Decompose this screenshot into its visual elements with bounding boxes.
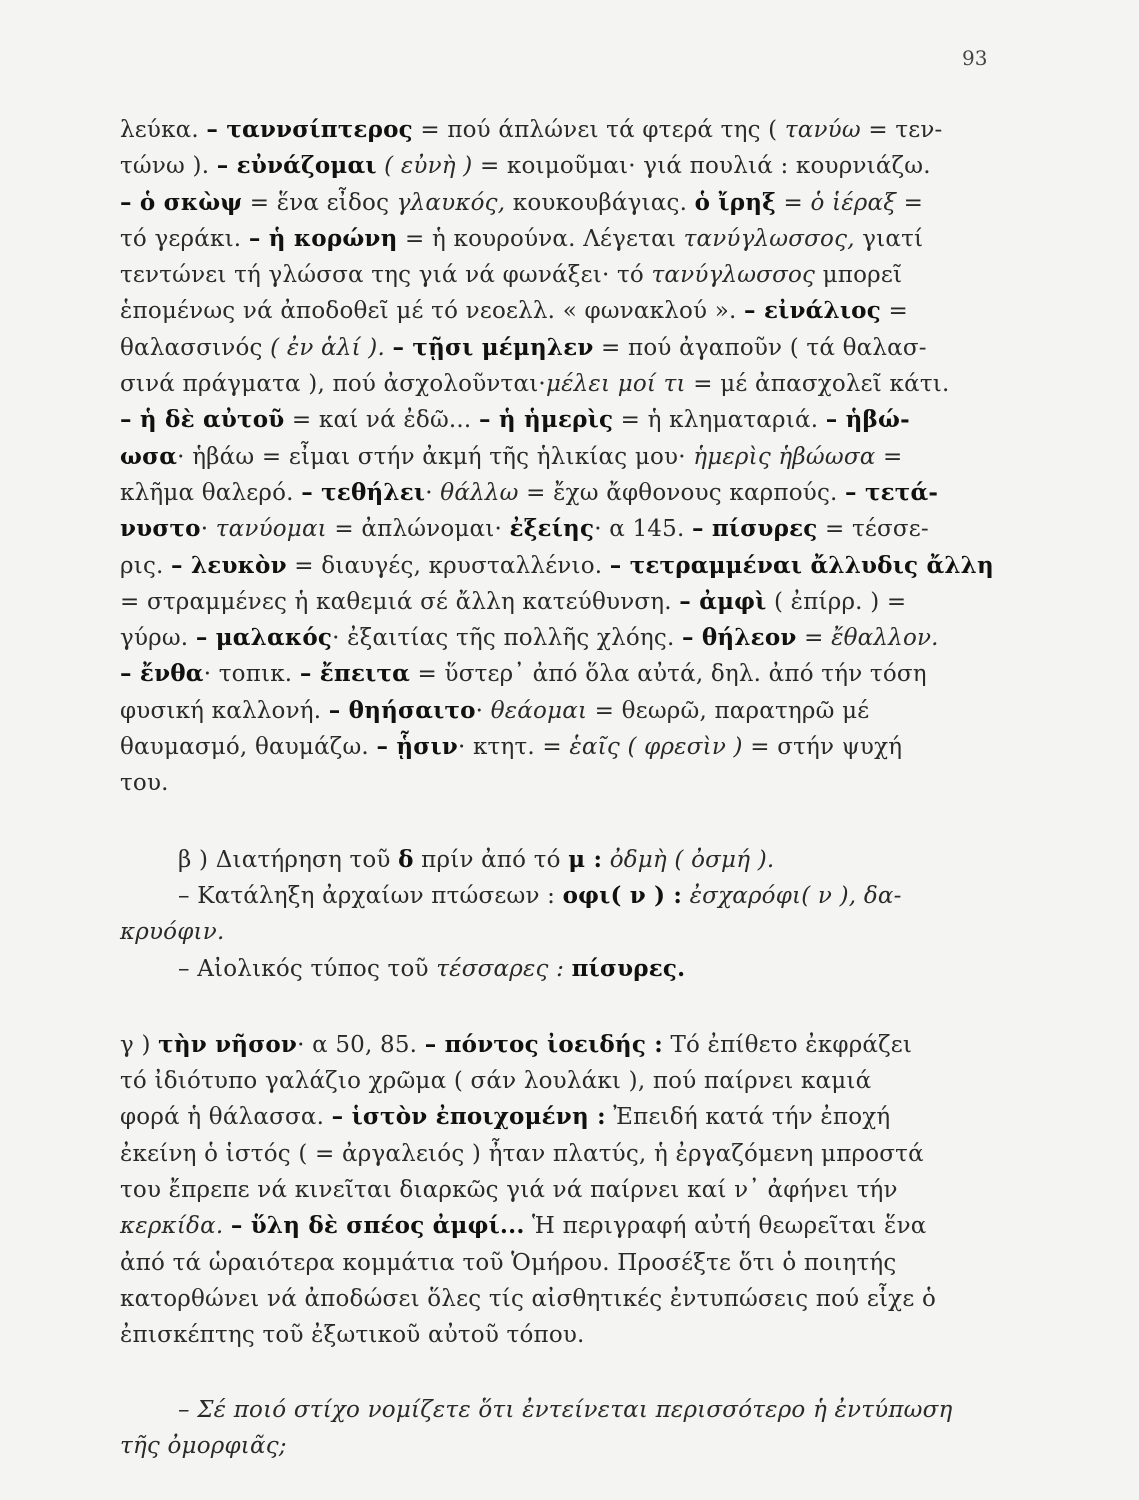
text-run: πρίν ἀπό τό (413, 846, 569, 873)
text-run: φορά ἡ θάλασσα. (120, 1104, 332, 1131)
bold-term: – ὕλη δὲ σπέος ἀμφί... (230, 1212, 525, 1240)
bold-term: ἐξείης (509, 515, 595, 543)
italic-text: ( εὐνὴ ) (376, 153, 480, 180)
bold-term: – εἰνάλιος (744, 297, 881, 325)
text-run: = στήν ψυχή (742, 734, 903, 761)
text-run: = (775, 189, 811, 216)
text-line (120, 951, 990, 987)
section-b-paragraph (120, 842, 990, 987)
italic-text: θεάομαι (490, 697, 588, 724)
text-run: · (200, 516, 216, 543)
text-line (120, 475, 990, 511)
bold-term: – τεθήλει (301, 478, 426, 506)
italic-text: τῆς ὀμορφιᾶς; (120, 1432, 287, 1459)
text-run: θαλασσινός (120, 334, 271, 361)
text-line (120, 548, 994, 584)
text-run: = διαυγές, κρυσταλλένιο. (286, 552, 610, 579)
text-run: = (896, 189, 924, 216)
text-run: = ὕστερ᾽ ἀπό ὅλα αὐτά, δηλ. ἀπό τήν τόση (410, 661, 927, 688)
text-run: · τοπικ. (203, 661, 300, 688)
text-line (120, 693, 990, 729)
text-line (120, 765, 990, 801)
text-line (120, 1172, 990, 1208)
bold-term: – ἡ ἡμερὶς (478, 406, 614, 434)
bold-term: – λευκὸν (171, 551, 287, 579)
text-run: γύρω. (120, 625, 196, 652)
bold-term: πίσυρες. (571, 954, 686, 982)
text-run: = τέσσε- (817, 516, 929, 543)
bold-term: – πόντος ἰοειδής : (424, 1030, 663, 1058)
text-run: κατορθώνει νά ἀποδώσει ὅλες τίς αἰσθητικές ἐντυπώσεις πού εἶχε ὁ (120, 1285, 936, 1312)
text-run (564, 956, 572, 982)
glossary-paragraph (120, 112, 994, 802)
text-line (120, 1317, 990, 1353)
text-line (120, 148, 990, 184)
bold-term: – εὐνάζομαι (216, 152, 377, 180)
text-run: ἑπομένως νά ἀποδοθεῖ μέ τό νεοελλ. « φωνακλού ». (120, 298, 745, 325)
text-run: = ἔχω ἄφθονους καρπούς. (518, 479, 846, 506)
text-run: = πού ἀγαποῦν ( τά θαλασ- (593, 334, 927, 361)
text-run: ἐκείνη ὁ ἱστός ( = ἀργαλειός ) ἦταν πλατύς, ἡ ἐργαζόμενη μπροστά (120, 1140, 924, 1167)
text-line (120, 1281, 990, 1317)
text-run: Ἡ περιγραφή αὐτή θεωρεῖται ἕνα (524, 1213, 927, 1240)
bold-term: – ἔνθα (120, 660, 204, 688)
bold-term: – τῇσι μέμηλεν (392, 333, 594, 361)
bold-term: – ταννσίπτερος (206, 116, 413, 143)
text-line (120, 402, 990, 438)
text-line (120, 366, 990, 402)
text-line (120, 439, 990, 475)
text-run: · ἐξαιτίας τῆς πολλῆς χλόης. (332, 625, 682, 652)
text-line (120, 1392, 990, 1428)
text-line (120, 330, 990, 366)
text-run: σινά πράγματα ), πού ἀσχολοῦνται· (120, 371, 546, 398)
text-run: Τό ἐπίθετο ἐκφράζει (662, 1031, 913, 1058)
text-run: · κτητ. = (457, 734, 570, 761)
question-paragraph (120, 1392, 990, 1465)
italic-text: ἑαῖς ( φρεσὶν ) (569, 734, 743, 761)
text-line (120, 1245, 990, 1281)
text-run: = ἕνα εἶδος (242, 189, 397, 216)
text-run: του. (120, 770, 169, 797)
bold-term: μ : (568, 845, 603, 873)
text-line (120, 221, 990, 257)
text-line (120, 842, 990, 878)
italic-text: γλαυκός, (396, 189, 506, 216)
italic-text: ( ἐν ἁλί ). (270, 334, 385, 361)
italic-text: – Σέ ποιό στίχο νομίζετε ὅτι ἐντείνεται περισσότερο ἡ ἐντύπωση (178, 1396, 953, 1423)
italic-text: τανύω (784, 117, 861, 143)
text-run: – Αἰολικός τύπος τοῦ (178, 955, 437, 982)
text-line (120, 1136, 990, 1172)
bold-term: δ (398, 845, 414, 873)
bold-term: ωσα (120, 442, 178, 470)
bold-term: – μαλακός (195, 624, 333, 652)
text-run: · (425, 479, 441, 506)
text-run: τό γεράκι. (120, 225, 249, 252)
text-line (120, 656, 990, 692)
text-run: λεύκα. (120, 117, 207, 143)
text-run (602, 847, 610, 873)
text-run: θαυμασμό, θαυμάζω. (120, 734, 377, 761)
italic-text: κρυόφιν. (120, 919, 225, 946)
italic-text: ἐσχαρόφι( ν ), δα- (689, 882, 902, 909)
text-line (120, 1428, 990, 1464)
text-block (120, 112, 994, 1464)
text-run: = μέ ἀπασχολεῖ κάτι. (685, 371, 950, 398)
text-run: = θεωρῶ, παρατηρῶ μέ (587, 697, 870, 724)
bold-term: – ᾗσιν (376, 733, 458, 761)
text-line (120, 1027, 990, 1063)
text-line (120, 185, 990, 221)
italic-text: τανύγλωσσος (651, 262, 816, 289)
text-run: = (880, 298, 908, 325)
text-run: = ἡ κουρούνα. Λέγεται (397, 225, 684, 252)
italic-text: ἡμερὶς ἡβώωσα (693, 443, 876, 470)
text-line (120, 620, 990, 656)
text-run: κλῆμα θαλερό. (120, 479, 302, 506)
bold-term: – θήλεον (681, 624, 797, 652)
text-line (120, 1099, 990, 1135)
text-run: β ) Διατήρηση τοῦ (178, 846, 399, 873)
text-run: = ἀπλώνομαι· (326, 516, 510, 543)
bold-term: – ἀμφὶ (679, 587, 767, 615)
text-run: τεντώνει τή γλώσσα της γιά νά φωνάξει· τό (120, 262, 652, 289)
text-run: ρις. (120, 552, 172, 579)
italic-text: τανύομαι (215, 516, 327, 543)
text-run: · (475, 697, 491, 724)
text-run: του ἔπρεπε νά κινεῖται διαρκῶς γιά νά παίρνει καί ν᾽ ἀφήνει τήν (120, 1177, 898, 1204)
bold-term: – ἔπειτα (299, 660, 411, 688)
text-line (120, 293, 990, 329)
text-run: = ἡ κληματαριά. (613, 407, 826, 434)
bold-term: – ἡβώ- (825, 406, 910, 434)
text-run: ἐπισκέπτης τοῦ ἐξωτικοῦ αὐτοῦ τόπου. (120, 1322, 585, 1349)
text-line (120, 584, 990, 620)
text-run: = τεν- (860, 117, 943, 143)
text-line (120, 112, 990, 148)
text-run (385, 335, 393, 361)
text-run: – Κατάληξη ἀρχαίων πτώσεων : (178, 882, 563, 909)
text-run: · α 50, 85. (297, 1031, 425, 1058)
italic-text: μέλει μοί τι (545, 371, 686, 398)
text-line (120, 1208, 990, 1244)
text-run: = (796, 625, 832, 652)
text-run (223, 1213, 231, 1239)
text-run: τώνω ). (120, 153, 217, 180)
text-run: ( ἐπίρρ. ) = (766, 588, 907, 615)
text-run: γ ) (120, 1031, 159, 1058)
text-run: = (875, 443, 903, 470)
bold-term: – θηήσαιτο (328, 696, 476, 724)
text-run: = στραμμένες ἡ καθεμιά σέ ἄλλη κατεύθυνση. (120, 588, 680, 615)
section-c-paragraph (120, 1027, 990, 1354)
italic-text: κερκίδα. (120, 1213, 224, 1240)
text-run: = πού άπλώνει τά φτερά της ( (412, 117, 785, 143)
text-line (120, 1063, 990, 1099)
bold-term: ὁ ἴρηξ (694, 188, 776, 216)
text-run: φυσική καλλονή. (120, 697, 329, 724)
bold-term: – ἱστὸν ἐποιχομένη : (331, 1103, 606, 1131)
text-run: = κοιμοῦμαι· γιά πουλιά : κουρνιάζω. (479, 153, 931, 180)
text-line (120, 257, 990, 293)
bold-term: – ἡ δὲ αὐτοῦ (120, 406, 285, 434)
italic-text: ὁ ἱέραξ (810, 189, 897, 216)
text-run: Ἐπειδή κατά τήν ἐποχή (605, 1104, 891, 1131)
bold-term: – τετραμμέναι ἄλλυδις ἄλλη (609, 551, 994, 579)
text-run: · α 145. (594, 516, 692, 543)
bold-term: – τετά- (845, 478, 939, 506)
text-run: κουκουβάγιας. (505, 189, 695, 216)
text-line (120, 729, 990, 765)
text-run: · ἡβάω = εἶμαι στήν ἀκμή τῆς ἡλικίας μου· (177, 443, 694, 470)
page-number: 93 (962, 46, 988, 70)
text-run: μπορεῖ (815, 262, 903, 289)
italic-text: τανύγλωσσος, (683, 225, 855, 252)
italic-text: ἔθαλλον. (831, 625, 939, 652)
italic-text: τέσσαρες : (436, 955, 565, 982)
text-line (120, 914, 990, 950)
italic-text: ὀδμὴ ( ὀσμή ). (609, 846, 775, 873)
text-line (120, 878, 990, 914)
bold-term: οφι( ν ) : (562, 881, 683, 909)
bold-term: – πίσυρες (691, 515, 818, 543)
text-run: τό ἰδιότυπο γαλάζιο χρῶμα ( σάν λουλάκι ), πού παίρνει καμιά (120, 1068, 872, 1095)
text-run (682, 883, 690, 909)
text-run: = καί νά ἐδῶ... (284, 407, 479, 434)
bold-term: – ὁ σκὼψ (120, 188, 243, 216)
text-line (120, 511, 990, 547)
text-run: ἀπό τά ὡραιότερα κομμάτια τοῦ Ὁμήρου. Προσέξτε ὅτι ὁ ποιητής (120, 1249, 897, 1276)
text-run: γιατί (854, 225, 924, 252)
bold-term: τὴν νῆσον (158, 1030, 298, 1058)
italic-text: θάλλω (440, 479, 519, 506)
bold-term: – ἡ κορώνη (248, 224, 398, 252)
bold-term: νυστο (120, 515, 201, 543)
